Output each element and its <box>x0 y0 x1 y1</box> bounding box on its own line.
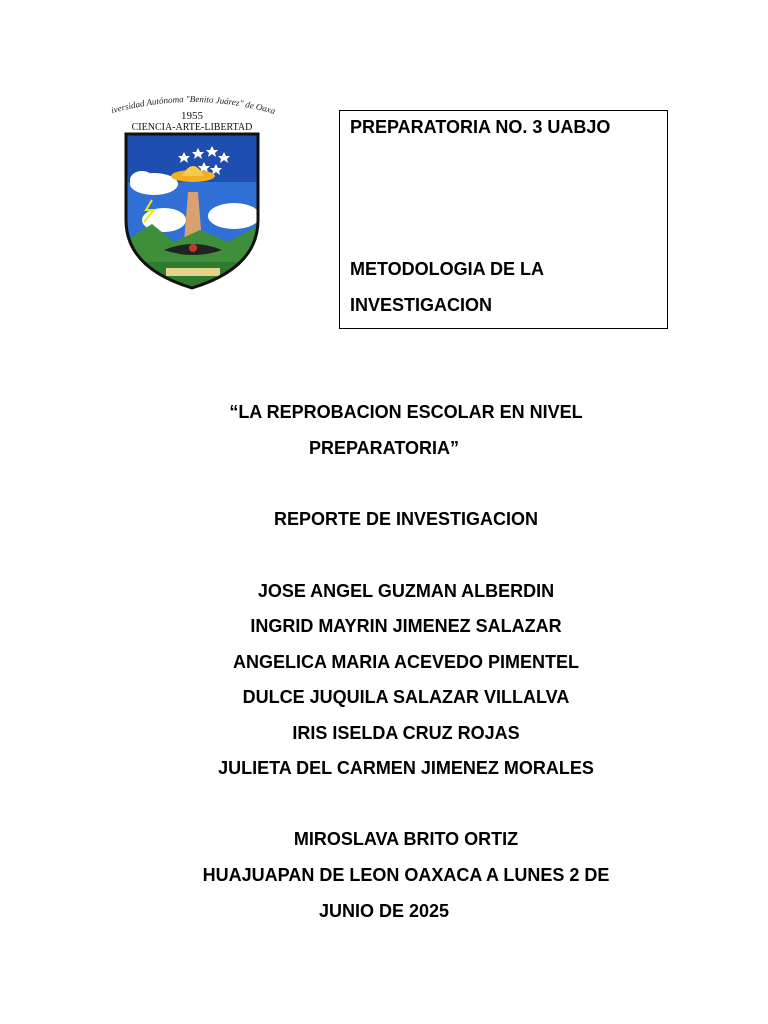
crest-motto: CIENCIA-ARTE-LIBERTAD <box>131 122 253 133</box>
crest-seal-image <box>104 92 280 292</box>
author-name: IRIS ISELDA CRUZ ROJAS <box>292 723 520 743</box>
author-name: ANGELICA MARIA ACEVEDO PIMENTEL <box>232 652 579 672</box>
document-title-line-1: “LA REPROBACION ESCOLAR EN NIVEL <box>229 402 583 422</box>
subject-line-1: METODOLOGIA DE LA <box>350 259 545 279</box>
document-title-line-2: PREPARATORIA” <box>308 438 459 458</box>
author-name: INGRID MAYRIN JIMENEZ SALAZAR <box>250 616 562 636</box>
subject-line-2: INVESTIGACION <box>350 295 493 315</box>
teacher-name: MIROSLAVA BRITO ORTIZ <box>293 829 519 849</box>
author-name: JOSE ANGEL GUZMAN ALBERDIN <box>257 581 555 601</box>
place-date-line-2: JUNIO DE 2025 <box>318 901 450 921</box>
author-name: DULCE JUQUILA SALAZAR VILLALVA <box>242 687 570 707</box>
header-info-box <box>339 110 668 329</box>
crest-year: 1955 <box>181 110 203 122</box>
place-date-line-1: HUAJUAPAN DE LEON OAXACA A LUNES 2 DE <box>202 865 610 885</box>
crest-university-text: iversidad Autónoma "Benito Juárez" de Oaxa <box>109 93 277 117</box>
school-name: PREPARATORIA NO. 3 UABJO <box>350 117 611 137</box>
report-type: REPORTE DE INVESTIGACION <box>273 509 539 529</box>
author-name: JULIETA DEL CARMEN JIMENEZ MORALES <box>218 758 594 778</box>
university-crest-logo <box>104 92 280 292</box>
